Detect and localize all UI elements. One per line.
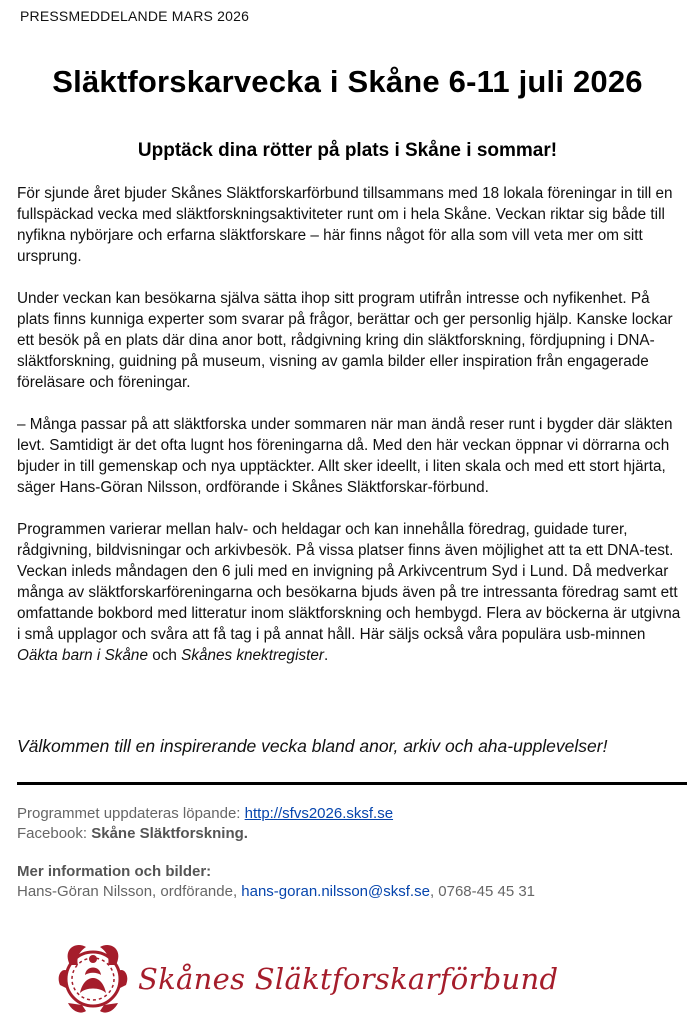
program-link[interactable]: http://sfvs2026.sksf.se <box>244 805 394 822</box>
paragraph-details-text: Programmen varierar mellan halv- och heldagar och kan innehålla föredrag, guidade turer, rådgivning, bildvisningar och arkivbesök. På vissa platser finns även möjlighet att ta ett DNA-test. Veckan inleds måndagen den 6 juli med en invigning på Arkivcentrum Syd i Lund. Då medverkar många av släktforskarföreningarna och besökarna bjuds även på tre intressanta föredrag samt ett omfattande bokbord med litteratur inom släktforskning och hembygd. Flera av böckerna är utgivna i små upplagor och svåra att få tag i på annat håll. Här säljs också våra populära usb-minnen <box>17 521 681 643</box>
facebook-name: Skåne Släktforskning. <box>91 825 248 842</box>
more-info-label: Mer information och bilder: <box>17 863 212 880</box>
program-label: Programmet uppdateras löpande: <box>17 805 245 822</box>
griffin-logo-icon <box>50 935 136 1019</box>
spacer <box>17 844 685 862</box>
program-line <box>17 804 685 824</box>
paragraph-program: Under veckan kan besökarna själva sätta ihop sitt program utifrån intresse och nyfikenhet. På plats finns kunniga experter som svarar på frågor, berättar och ger personlig hjälp. Kanske lockar ett besök på en plats där dina anor bott, rådgivning kring din släktforskning, fördjupning i DNA-släktforskning, guidning på museum, visning av gamla bilder eller inspiration från engagerade föreläsare och föreningar. <box>17 290 673 391</box>
welcome-line: Välkommen till en inspirerande vecka bland anor, arkiv och aha-upplevelser! <box>17 736 608 756</box>
divider <box>17 782 687 785</box>
more-info-heading <box>17 862 685 882</box>
contact-info <box>17 804 685 902</box>
facebook-line <box>17 824 685 844</box>
usb-title-2: Skånes knektregister <box>181 647 324 664</box>
article-body <box>17 183 685 666</box>
paragraph-details-joiner: och <box>147 647 182 664</box>
contact-name: Hans-Göran Nilsson, ordförande, <box>17 883 242 900</box>
brand-wordmark: Skånes Släktforskarförbund <box>138 962 559 996</box>
paragraph-intro: För sjunde året bjuder Skånes Släktforskarförbund tillsammans med 18 lokala föreningar in till en fullspäckad vecka med släktforskningsaktiviteter runt om i hela Skåne. Veckan riktar sig både till nyfikna nybörjare och erfarna släktforskare – här finns något för alla som vill veta mer om sitt ursprung. <box>17 185 673 265</box>
usb-title-1: Oäkta barn i Skåne <box>17 647 148 664</box>
facebook-label: Facebook: <box>17 825 92 842</box>
page-title: Släktforskarvecka i Skåne 6-11 juli 2026 <box>52 64 643 99</box>
contact-phone: , 0768-45 45 31 <box>429 883 536 900</box>
press-release-kicker: PRESSMEDDELANDE MARS 2026 <box>20 8 250 24</box>
paragraph-details <box>17 519 685 666</box>
contact-email-link[interactable]: hans-goran.nilsson@sksf.se <box>241 883 430 900</box>
contact-line <box>17 882 685 902</box>
paragraph-details-end: . <box>323 647 329 664</box>
paragraph-quote: – Många passar på att släktforska under sommaren när man ändå reser runt i bygder där släkten levt. Samtidigt är det ofta lugnt hos föreningarna då. Med den här veckan öppnar vi dörrarna och bjuder in till gemenskap och nya upptäckter. Allt sker ideellt, i liten skala och med ett stort hjärta, säger Hans-Göran Nilsson, ordförande i Skånes Släktforskar-förbund. <box>17 416 673 496</box>
page-subtitle: Upptäck dina rötter på plats i Skåne i sommar! <box>137 140 558 161</box>
